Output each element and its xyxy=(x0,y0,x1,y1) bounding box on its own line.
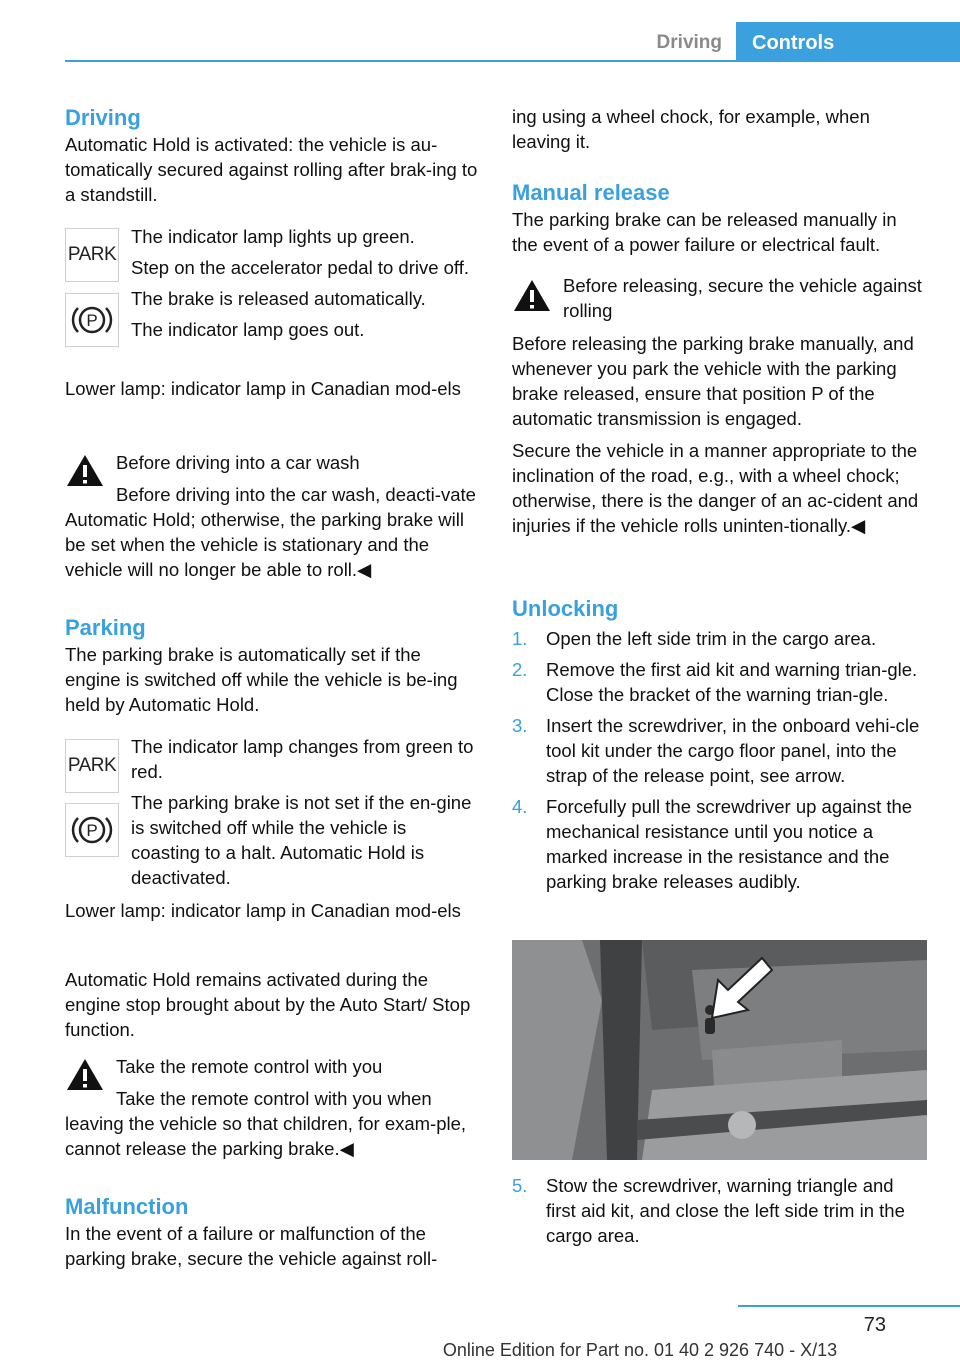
step-text: Open the left side trim in the cargo area. xyxy=(546,628,877,649)
warn1-text: Before driving into the car wash, deacti-vate Automatic Hold; otherwise, the parking brake will be set when the vehicle is stationary and the vehicle will no longer be able to roll.◀ xyxy=(65,484,476,580)
p-label: P xyxy=(86,311,98,330)
step-number: 1. xyxy=(512,628,528,649)
driving-heading: Driving xyxy=(65,105,141,130)
cargo-area-photo xyxy=(512,940,927,1160)
parking-text: The parking brake is automatically set if the engine is switched off while the vehicle is be-ing held by Automatic Hold. xyxy=(65,644,458,715)
header-section: Driving xyxy=(656,32,722,53)
warning-triangle-icon-3 xyxy=(512,277,552,313)
malfunction-text: In the event of a failure or malfunction of the parking brake, secure the vehicle against roll- xyxy=(65,1223,438,1269)
step-number: 3. xyxy=(512,715,528,736)
step-number: 4. xyxy=(512,796,528,817)
driving-text: Automatic Hold is activated: the vehicle is au-tomatically secured against rolling after brak-ing to a standstill. xyxy=(65,134,478,205)
lamp-green-text: The indicator lamp lights up green. xyxy=(131,226,415,247)
unlocking-steps-cont xyxy=(512,1173,927,1248)
footer-rule xyxy=(738,1305,960,1307)
parking-brake-icon xyxy=(70,303,114,337)
step-number: 5. xyxy=(512,1175,528,1196)
lower-lamp-text-2: Lower lamp: indicator lamp in Canadian mod-els xyxy=(65,900,461,921)
step-item xyxy=(512,626,927,651)
continued-text: ing using a wheel chock, for example, when leaving it. xyxy=(512,106,870,152)
lamp-out-text: The indicator lamp goes out. xyxy=(131,319,365,340)
warn2-text: Take the remote control with you when leaving the vehicle so that children, for exam-ple, cannot release the parking brake.◀ xyxy=(65,1088,467,1159)
edition-text: Online Edition for Part no. 01 40 2 926 740 - X/13 xyxy=(442,1340,838,1360)
auto-hold-text: Automatic Hold remains activated during the engine stop brought about by the Auto Start/ Stop function. xyxy=(65,969,471,1040)
park-label-2: PARK xyxy=(67,755,117,776)
page-number: 73 xyxy=(863,1314,886,1336)
warn3-title: Before releasing, secure the vehicle against rolling xyxy=(563,275,922,321)
p-label-2: P xyxy=(86,821,98,840)
warn3-text: Before releasing the parking brake manually, and whenever you park the vehicle with the parking brake released, ensure that position P of the automatic transmission is engaged. xyxy=(512,333,914,429)
lamp-changes-text: The indicator lamp changes from green to red. xyxy=(131,736,474,782)
step-text: Forcefully pull the screwdriver up against the mechanical resistance until you notice a marked increase in the resistance and the parking brake releases audibly. xyxy=(546,796,913,892)
parking-brake-lamp-symbol xyxy=(65,293,119,347)
step-text: Remove the first aid kit and warning trian-gle. Close the bracket of the warning trian-gle. xyxy=(546,659,918,705)
step-text: Insert the screwdriver, in the onboard vehi-cle tool kit under the cargo floor panel, into the strap of the release point, see arrow. xyxy=(546,715,920,786)
header-rule xyxy=(65,60,960,62)
malfunction-heading: Malfunction xyxy=(65,1194,189,1219)
step-item xyxy=(512,713,927,788)
step-item xyxy=(512,794,927,894)
step-text: Stow the screwdriver, warning triangle and first aid kit, and close the left side trim in the cargo area. xyxy=(546,1175,905,1246)
unlocking-steps xyxy=(512,626,927,894)
cargo-release-illustration xyxy=(512,940,927,1160)
step-accel-text: Step on the accelerator pedal to drive off. xyxy=(131,257,470,278)
unlocking-heading: Unlocking xyxy=(512,596,619,621)
park-lamp-symbol xyxy=(65,228,119,282)
step-number: 2. xyxy=(512,659,528,680)
parking-heading: Parking xyxy=(65,615,146,640)
lower-lamp-text-1: Lower lamp: indicator lamp in Canadian mod-els xyxy=(65,378,461,399)
park-lamp-symbol-2 xyxy=(65,739,119,793)
warn1-title: Before driving into a car wash xyxy=(116,452,360,473)
secure-text: Secure the vehicle in a manner appropriate to the inclination of the road, e.g., with a wheel chock; otherwise, there is the danger of an ac-cident and injuries if the vehicle rolls uninten-tionally.◀ xyxy=(512,440,919,536)
parking-not-set-text: The parking brake is not set if the en-gine is switched off while the vehicle is coasting to a halt. Automatic Hold is deactivated. xyxy=(131,792,472,888)
warn2-title: Take the remote control with you xyxy=(116,1056,383,1077)
step-item xyxy=(512,1173,927,1248)
park-label: PARK xyxy=(67,244,117,265)
manual-release-heading: Manual release xyxy=(512,180,670,205)
manual-release-text: The parking brake can be released manually in the event of a power failure or electrical fault. xyxy=(512,209,897,255)
step-item xyxy=(512,657,927,707)
brake-released-text: The brake is released automatically. xyxy=(131,288,426,309)
header-tab xyxy=(736,22,960,62)
header-tab-label: Controls xyxy=(752,32,835,54)
